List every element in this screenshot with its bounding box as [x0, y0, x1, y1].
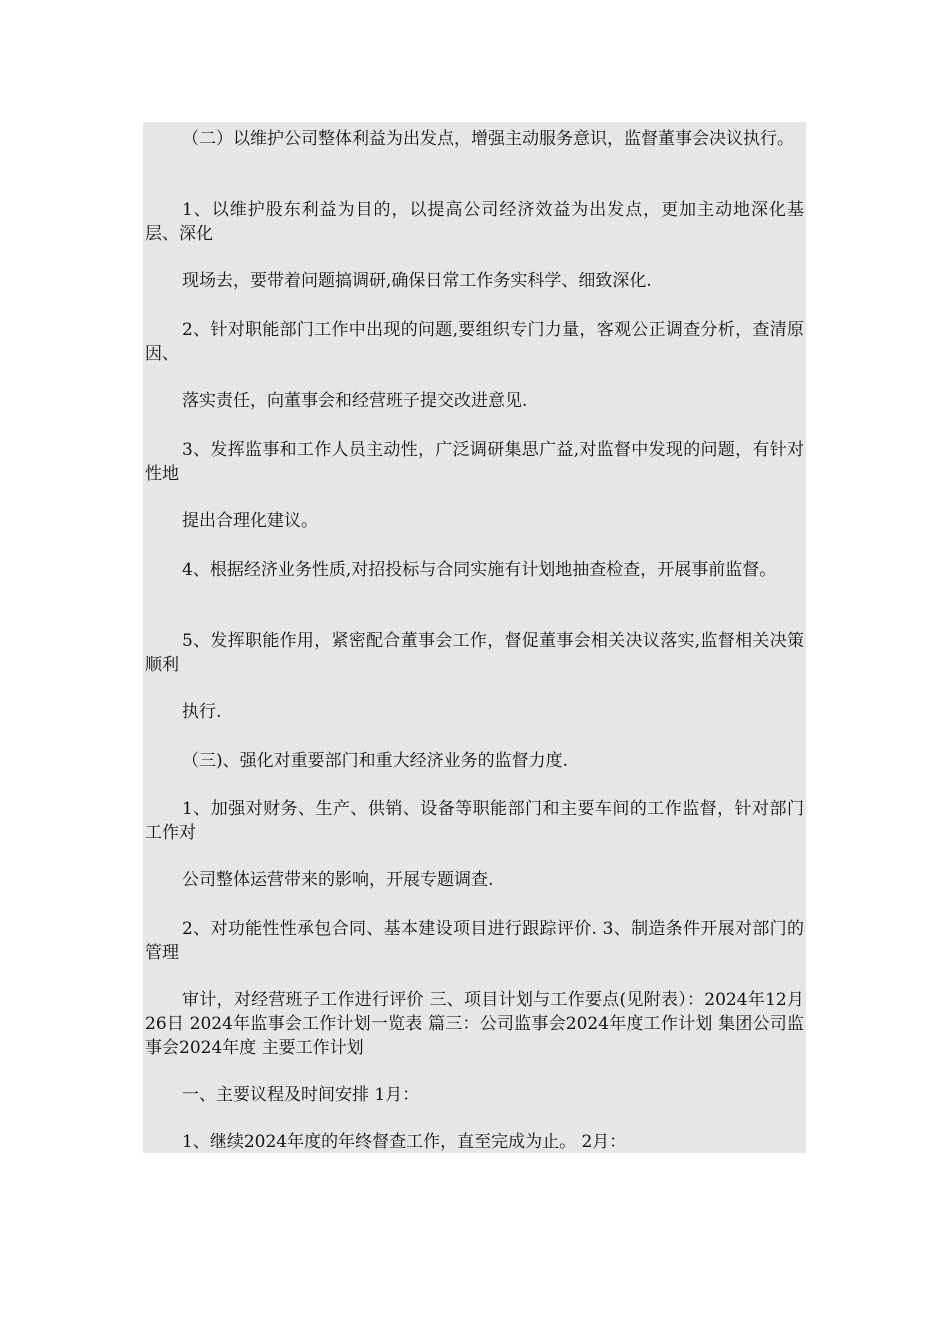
paragraph-audit-and-plan: 审计，对经营班子工作进行评价 三、项目计划与工作要点(见附表）：2024年12月26日 2024年监事会工作计划一览表 篇三：公司监事会2024年度工作计划 集团公司监事会2024年度 主要工作计划: [145, 990, 804, 1058]
paragraph-item-5: 5、发挥职能作用，紧密配合董事会工作，督促董事会相关决议落实,监督相关决策顺利: [145, 631, 804, 675]
document-text-block: [143, 122, 806, 1153]
paragraph-item-3: 3、发挥监事和工作人员主动性，广泛调研集思广益,对监督中发现的问题，有针对性地: [145, 440, 804, 484]
paragraph-section-3-item-1: 1、加强对财务、生产、供销、设备等职能部门和主要车间的工作监督，针对部门工作对: [145, 799, 804, 843]
paragraph-item-1-cont: 现场去，要带着问题搞调研,确保日常工作务实科学、细致深化.: [182, 271, 652, 291]
paragraph-agenda-heading: 一、主要议程及时间安排 1月：: [182, 1085, 420, 1105]
paragraph-section-2-heading: （二）以维护公司整体利益为出发点，增强主动服务意识，监督董事会决议执行。: [182, 129, 794, 149]
paragraph-section-3-item-2: 2、对功能性性承包合同、基本建设项目进行跟踪评价. 3、制造条件开展对部门的管理: [145, 919, 804, 963]
paragraph-item-2: 2、针对职能部门工作中出现的问题,要组织专门力量，客观公正调查分析，查清原因、: [145, 320, 804, 364]
paragraph-agenda-item-1: 1、继续2024年度的年终督查工作，直至完成为止。 2月：: [182, 1132, 627, 1152]
paragraph-item-3-cont: 提出合理化建议。: [182, 511, 318, 531]
paragraph-item-2-cont: 落实责任，向董事会和经营班子提交改进意见.: [182, 391, 528, 411]
paragraph-section-3-item-1-cont: 公司整体运营带来的影响，开展专题调查.: [182, 870, 494, 890]
paragraph-item-5-cont: 执行.: [182, 702, 222, 722]
paragraph-item-1: 1、以维护股东利益为目的，以提高公司经济效益为出发点，更加主动地深化基层、深化: [145, 200, 804, 244]
paragraph-item-4: 4、根据经济业务性质,对招投标与合同实施有计划地抽查检查，开展事前监督。: [182, 560, 777, 580]
paragraph-section-3-heading: （三)、强化对重要部门和重大经济业务的监督力度.: [182, 751, 569, 771]
